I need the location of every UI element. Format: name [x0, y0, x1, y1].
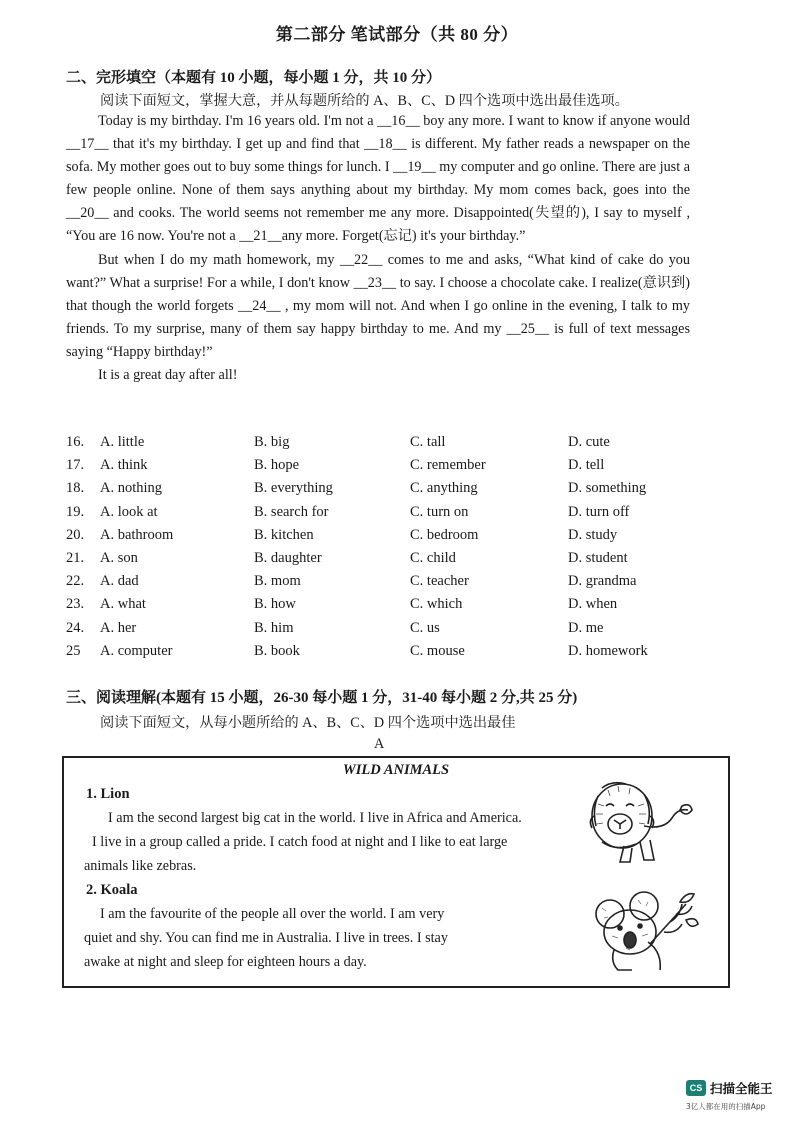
option-a: A. little: [100, 434, 145, 450]
cloze-passage: [66, 110, 690, 387]
question-number: 25: [66, 642, 81, 659]
scanner-tagline: 3亿人都在用的扫描App: [686, 1102, 766, 1111]
cloze-paragraph-1: Today is my birthday. I'm 16 years old. I'm not a __16__ boy any more. I want to know if anyone would __17__ that it's my birthday. I get up and find that __18__ is different. My father reads a newspaper on the sofa. My mother goes out to buy some things for lunch. I __19__ my computer and go online. There are just a few people online. None of them says anything about my birthday. My mom comes back, goes into the __20__ and cooks. The world seems not remember me any more. Disappointed(失望的), I say to myself , “You are 16 now. You're not a __21__any more. Forget(忘记) it's your birthday.”: [66, 113, 690, 245]
section-3-instruction: 阅读下面短文，从每小题所给的 A、B、C、D 四个选项中选出最佳: [100, 715, 516, 731]
option-d: D. student: [568, 549, 628, 566]
option-d: D. turn off: [568, 503, 630, 520]
question-row: [66, 457, 706, 480]
passage-label: A: [374, 736, 385, 752]
option-d: D. study: [568, 526, 618, 543]
option-a: A. her: [100, 619, 137, 636]
lion-line-1: I am the second largest big cat in the world. I live in Africa and America.: [108, 810, 522, 826]
koala-heading: 2. Koala: [86, 882, 138, 898]
option-b: B. mom: [254, 573, 301, 590]
option-c: C. bedroom: [410, 526, 479, 543]
question-number: 20.: [66, 526, 85, 543]
scanner-app-name: 扫描全能王: [710, 1081, 773, 1096]
wild-animals-box: [62, 756, 730, 988]
cloze-options: [66, 434, 706, 666]
option-d: D. me: [568, 619, 604, 636]
option-a: A. bathroom: [100, 526, 174, 543]
question-row: [66, 550, 706, 573]
option-d: D. grandma: [568, 573, 637, 590]
box-title: WILD ANIMALS: [342, 762, 450, 778]
option-a: A. nothing: [100, 480, 163, 497]
option-c: C. which: [410, 596, 463, 613]
option-c: C. anything: [410, 480, 478, 497]
option-b: B. daughter: [254, 549, 322, 566]
option-a: A. what: [100, 596, 146, 613]
question-number: 19.: [66, 503, 85, 520]
page-title: 第二部分 笔试部分（共 80 分）: [275, 25, 519, 44]
lion-line-2: I live in a group called a pride. I catch food at night and I like to eat large: [92, 834, 508, 850]
question-number: 23.: [66, 596, 85, 613]
cloze-paragraph-2: But when I do my math homework, my __22__ comes to me and asks, “What kind of cake do you want?” What a surprise! For a while, I don't know __23__ to say. I choose a chocolate cake. I realize(意识到) that though the world forgets __24__ , my mom will not. And when I go online in the evening, I talk to my friends. To my surprise, many of them say happy birthday to me. And my __25__ is full of text messages saying “Happy birthday!”: [66, 251, 690, 360]
option-a: A. look at: [100, 503, 158, 520]
cloze-paragraph-3: It is a great day after all!: [98, 367, 238, 384]
option-c: C. remember: [410, 457, 486, 474]
lion-illustration: [584, 776, 694, 868]
option-d: D. when: [568, 596, 618, 613]
option-d: D. something: [568, 480, 647, 497]
option-c: C. turn on: [410, 503, 469, 520]
option-a: A. dad: [100, 573, 139, 590]
section-2-heading: 二、完形填空（本题有 10 小题，每小题 1 分，共 10 分）: [66, 70, 442, 86]
question-row: [66, 596, 706, 619]
option-b: B. him: [254, 619, 294, 636]
scanner-logo: CS: [686, 1080, 706, 1096]
option-a: A. computer: [100, 642, 173, 659]
question-number: 24.: [66, 619, 85, 636]
option-b: B. search for: [254, 503, 329, 520]
option-b: B. hope: [254, 457, 300, 474]
question-row: [66, 643, 706, 666]
option-c: C. teacher: [410, 573, 469, 590]
question-number: 18.: [66, 480, 85, 497]
section-3-heading: 三、阅读理解(本题有 15 小题，26-30 每小题 1 分，31-40 每小题 2 分,共 25 分): [66, 690, 578, 706]
option-b: B. kitchen: [254, 526, 314, 543]
question-row: [66, 620, 706, 643]
lion-heading: 1. Lion: [86, 786, 130, 802]
koala-line-2: quiet and shy. You can find me in Australia. I live in trees. I stay: [84, 930, 448, 946]
option-d: D. homework: [568, 642, 648, 659]
koala-line-3: awake at night and sleep for eighteen hours a day.: [84, 954, 367, 970]
option-a: A. think: [100, 457, 148, 474]
question-number: 16.: [66, 434, 85, 450]
option-b: B. everything: [254, 480, 333, 497]
question-row: [66, 527, 706, 550]
koala-illustration: [590, 884, 700, 976]
option-d: D. tell: [568, 457, 605, 474]
question-row: [66, 434, 706, 457]
option-b: B. big: [254, 434, 290, 450]
option-b: B. book: [254, 642, 300, 659]
option-b: B. how: [254, 596, 296, 613]
question-number: 22.: [66, 573, 85, 590]
question-row: [66, 504, 706, 527]
question-number: 17.: [66, 457, 85, 474]
question-row: [66, 573, 706, 596]
koala-line-1: I am the favourite of the people all over the world. I am very: [100, 906, 445, 922]
question-number: 21.: [66, 549, 85, 566]
lion-line-3: animals like zebras.: [84, 858, 197, 874]
question-row: [66, 480, 706, 503]
option-a: A. son: [100, 549, 138, 566]
option-c: C. us: [410, 619, 440, 636]
option-c: C. child: [410, 549, 456, 566]
option-d: D. cute: [568, 434, 610, 450]
section-2-instruction: 阅读下面短文，掌握大意，并从每题所给的 A、B、C、D 四个选项中选出最佳选项。: [100, 93, 629, 109]
option-c: C. tall: [410, 434, 446, 450]
option-c: C. mouse: [410, 642, 465, 659]
